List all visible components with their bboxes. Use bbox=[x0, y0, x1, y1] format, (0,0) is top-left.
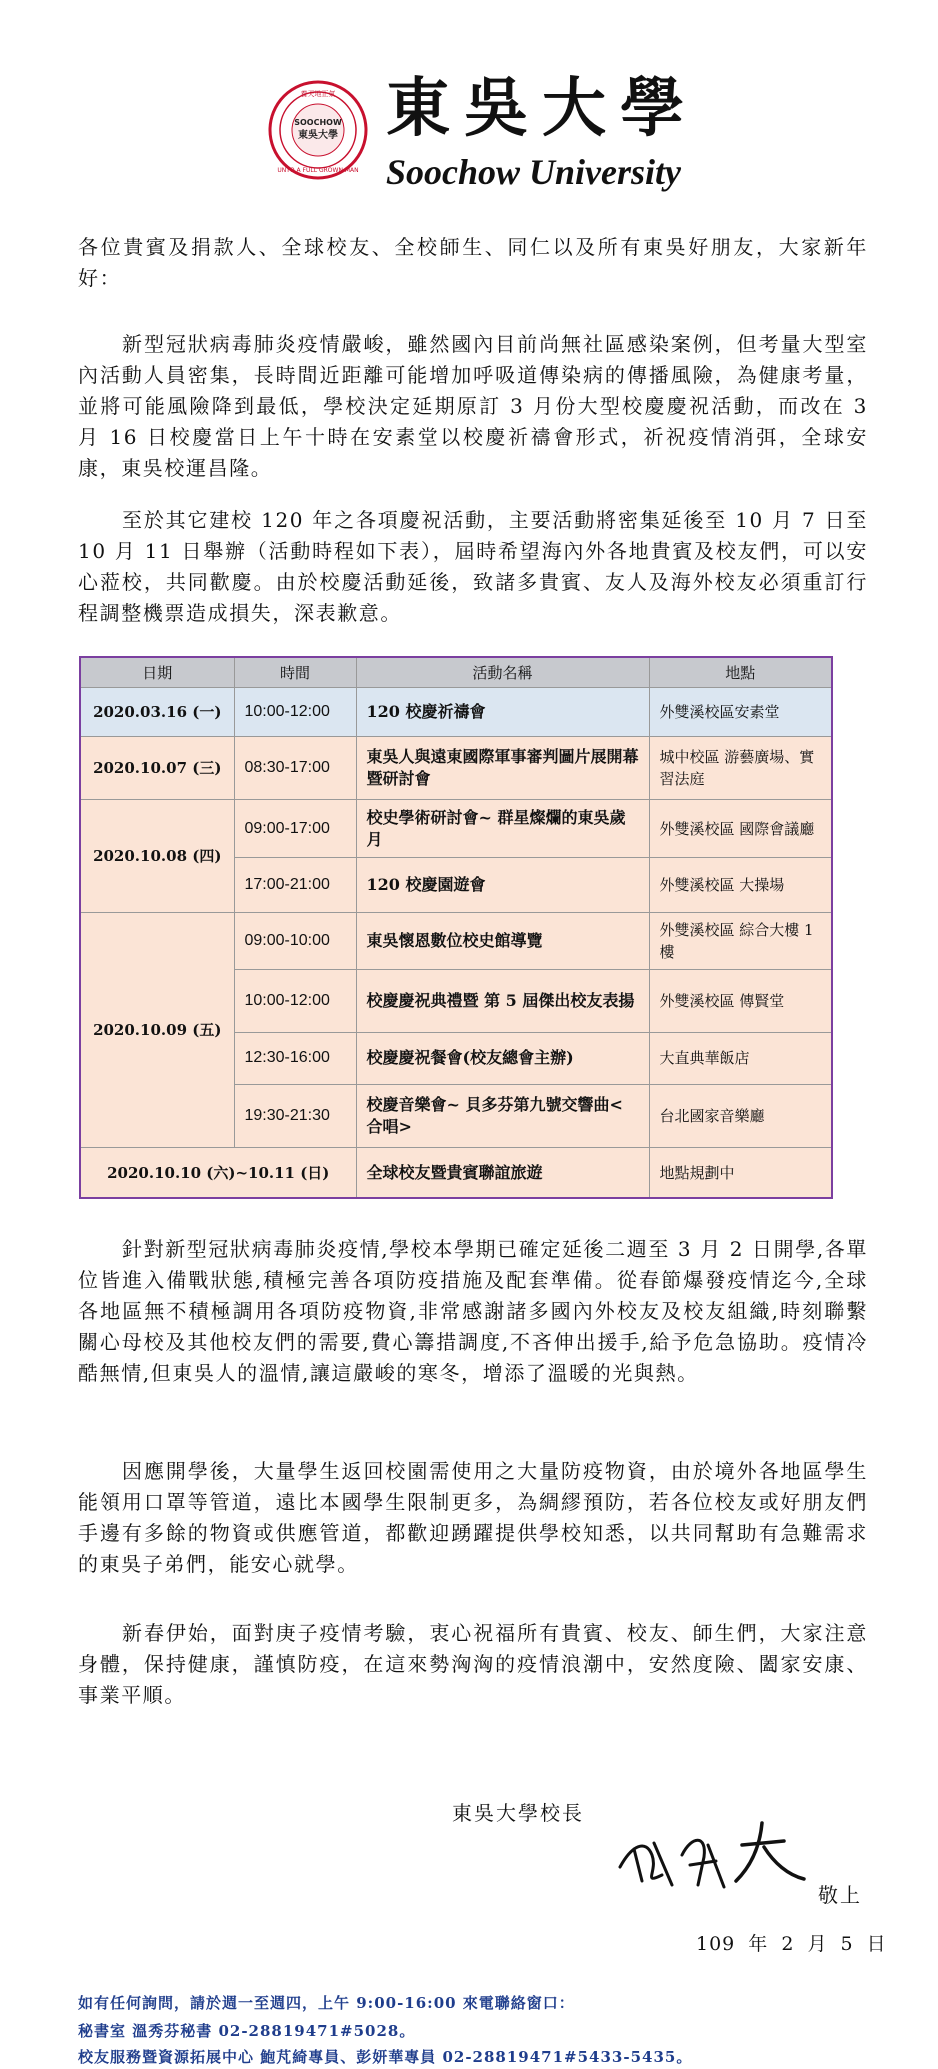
cell-location: 大直典華飯店 bbox=[649, 1032, 832, 1084]
cell-event: 全球校友暨貴賓聯誼旅遊 bbox=[356, 1148, 649, 1198]
paragraph-pandemic-response: 針對新型冠狀病毒肺炎疫情,學校本學期已確定延後二週至 3 月 2 日開學,各單位皆進入備戰狀態,積極完善各項防疫措施及配套準備。從春節爆發疫情迄今,全球各地區無不積極調用各項防疫物資,非常感謝諸多國內外校友及校友組織,時刻聯繫關心母校及其他校友們的需要,費心籌措調度,不吝伸出援手,給予危急協助。疫情冷酷無情,但東吳人的溫情,讓這嚴峻的寒冬，增添了溫暖的光與熱。 bbox=[78, 1237, 868, 1385]
cell-location: 外雙溪校區 傳賢堂 bbox=[649, 969, 832, 1032]
paragraph-supply-request: 因應開學後，大量學生返回校園需使用之大量防疫物資，由於境外各地區學生能領用口罩等管道，遠比本國學生限制更多，為綢繆預防，若各位校友或好朋友們手邊有多餘的物資或供應管道，都歡迎踴躍提供學校知悉，以共同幫助有急難需求的東吳子弟們，能安心就學。 bbox=[78, 1459, 868, 1576]
contact-alumni-center: 校友服務暨資源拓展中心 鮑芃綺專員、彭妍華專員 02-28819471#5433-5435。 bbox=[78, 2048, 693, 2066]
svg-text:UNTO A FULL GROWN MAN: UNTO A FULL GROWN MAN bbox=[277, 167, 359, 174]
table-row bbox=[80, 799, 832, 858]
cell-date: 2020.10.08 (四) bbox=[80, 799, 234, 912]
header-event: 活動名稱 bbox=[356, 657, 649, 688]
cell-date: 2020.10.09 (五) bbox=[80, 913, 234, 1148]
cell-event: 校史學術研討會~ 群星燦爛的東吳歲月 bbox=[356, 799, 649, 858]
handwritten-signature bbox=[612, 1815, 812, 1895]
signature-title: 東吳大學校長 bbox=[452, 1801, 584, 1825]
paragraph-postponement: 新型冠狀病毒肺炎疫情嚴峻，雖然國內目前尚無社區感染案例，但考量大型室內活動人員密集，長時間近距離可能增加呼吸道傳染病的傳播風險，為健康考量，並將可能風險降到最低，學校決定延期原訂 3 月份大型校慶慶祝活動，而改在 3 月 16 日校慶當日上午十時在安素堂以校慶祈禱會形式，祈祝疫情消弭，全球安康，東吳校運昌隆。 bbox=[78, 332, 868, 480]
cell-event: 120 校慶祈禱會 bbox=[356, 688, 649, 736]
cell-time: 19:30-21:30 bbox=[234, 1085, 356, 1148]
cell-time: 10:00-12:00 bbox=[234, 969, 356, 1032]
university-name-en: Soochow University bbox=[386, 152, 682, 192]
cell-time: 12:30-16:00 bbox=[234, 1032, 356, 1084]
letterhead bbox=[268, 71, 698, 192]
cell-date: 2020.10.10 (六)~10.11 (日) bbox=[80, 1148, 356, 1198]
table-row bbox=[80, 913, 832, 970]
cell-location: 城中校區 游藝廣場、實習法庭 bbox=[649, 736, 832, 799]
signature-closing: 敬上 bbox=[818, 1883, 862, 1907]
header-time: 時間 bbox=[234, 657, 356, 688]
greeting: 各位貴賓及捐款人、全球校友、全校師生、同仁以及所有東吳好朋友，大家新年好： bbox=[78, 235, 868, 290]
cell-event: 東吳人與遠東國際軍事審判圖片展開幕暨研討會 bbox=[356, 736, 649, 799]
table-row bbox=[80, 1148, 832, 1198]
svg-text:養天地正氣: 養天地正氣 bbox=[300, 90, 336, 98]
contact-secretary: 秘書室 溫秀芬秘書 02-28819471#5028。 bbox=[78, 2022, 416, 2040]
cell-event: 校慶音樂會~ 貝多芬第九號交響曲<合唱> bbox=[356, 1085, 649, 1148]
paragraph-activities: 至於其它建校 120 年之各項慶祝活動，主要活動將密集延後至 10 月 7 日至 10 月 11 日舉辦（活動時程如下表），屆時希望海內外各地貴賓及校友們，可以安心蒞校，共同歡慶。由於校慶活動延後，致諸多貴賓、友人及海外校友必須重訂行程調整機票造成損失，深表歉意。 bbox=[78, 508, 868, 625]
svg-text:SOOCHOW: SOOCHOW bbox=[294, 118, 342, 127]
cell-date: 2020.10.07 (三) bbox=[80, 736, 234, 799]
cell-location: 地點規劃中 bbox=[649, 1148, 832, 1198]
cell-location: 外雙溪校區安素堂 bbox=[649, 688, 832, 736]
cell-event: 校慶慶祝典禮暨 第 5 屆傑出校友表揚 bbox=[356, 969, 649, 1032]
table-header-row bbox=[80, 657, 832, 688]
university-seal-icon bbox=[268, 80, 368, 180]
cell-location: 台北國家音樂廳 bbox=[649, 1085, 832, 1148]
cell-time: 09:00-10:00 bbox=[234, 913, 356, 970]
paragraph-blessing: 新春伊始，面對庚子疫情考驗，衷心祝福所有貴賓、校友、師生們，大家注意身體，保持健康，謹慎防疫，在這來勢洶洶的疫情浪潮中，安然度險、闔家安康、事業平順。 bbox=[78, 1621, 868, 1707]
cell-location: 外雙溪校區 大操場 bbox=[649, 858, 832, 913]
header-location: 地點 bbox=[649, 657, 832, 688]
cell-event: 120 校慶園遊會 bbox=[356, 858, 649, 913]
cell-date: 2020.03.16 (一) bbox=[80, 688, 234, 736]
cell-location: 外雙溪校區 國際會議廳 bbox=[649, 799, 832, 858]
cell-event: 東吳懷恩數位校史館導覽 bbox=[356, 913, 649, 970]
contact-info-line: 如有任何詢問，請於週一至週四，上午 9:00-16:00 來電聯絡窗口： bbox=[78, 1994, 575, 2012]
svg-text:東吳大學: 東吳大學 bbox=[298, 130, 338, 141]
table-row bbox=[80, 736, 832, 799]
university-name-zh: 東吳大學 bbox=[386, 71, 698, 146]
cell-location: 外雙溪校區 綜合大樓 1 樓 bbox=[649, 913, 832, 970]
cell-time: 08:30-17:00 bbox=[234, 736, 356, 799]
cell-time: 09:00-17:00 bbox=[234, 799, 356, 858]
cell-time: 17:00-21:00 bbox=[234, 858, 356, 913]
schedule-table bbox=[79, 656, 833, 1199]
cell-time: 10:00-12:00 bbox=[234, 688, 356, 736]
header-date: 日期 bbox=[80, 657, 234, 688]
cell-event: 校慶慶祝餐會(校友總會主辦) bbox=[356, 1032, 649, 1084]
table-row bbox=[80, 688, 832, 736]
letter-date: 109 年 2 月 5 日 bbox=[696, 1933, 887, 1955]
